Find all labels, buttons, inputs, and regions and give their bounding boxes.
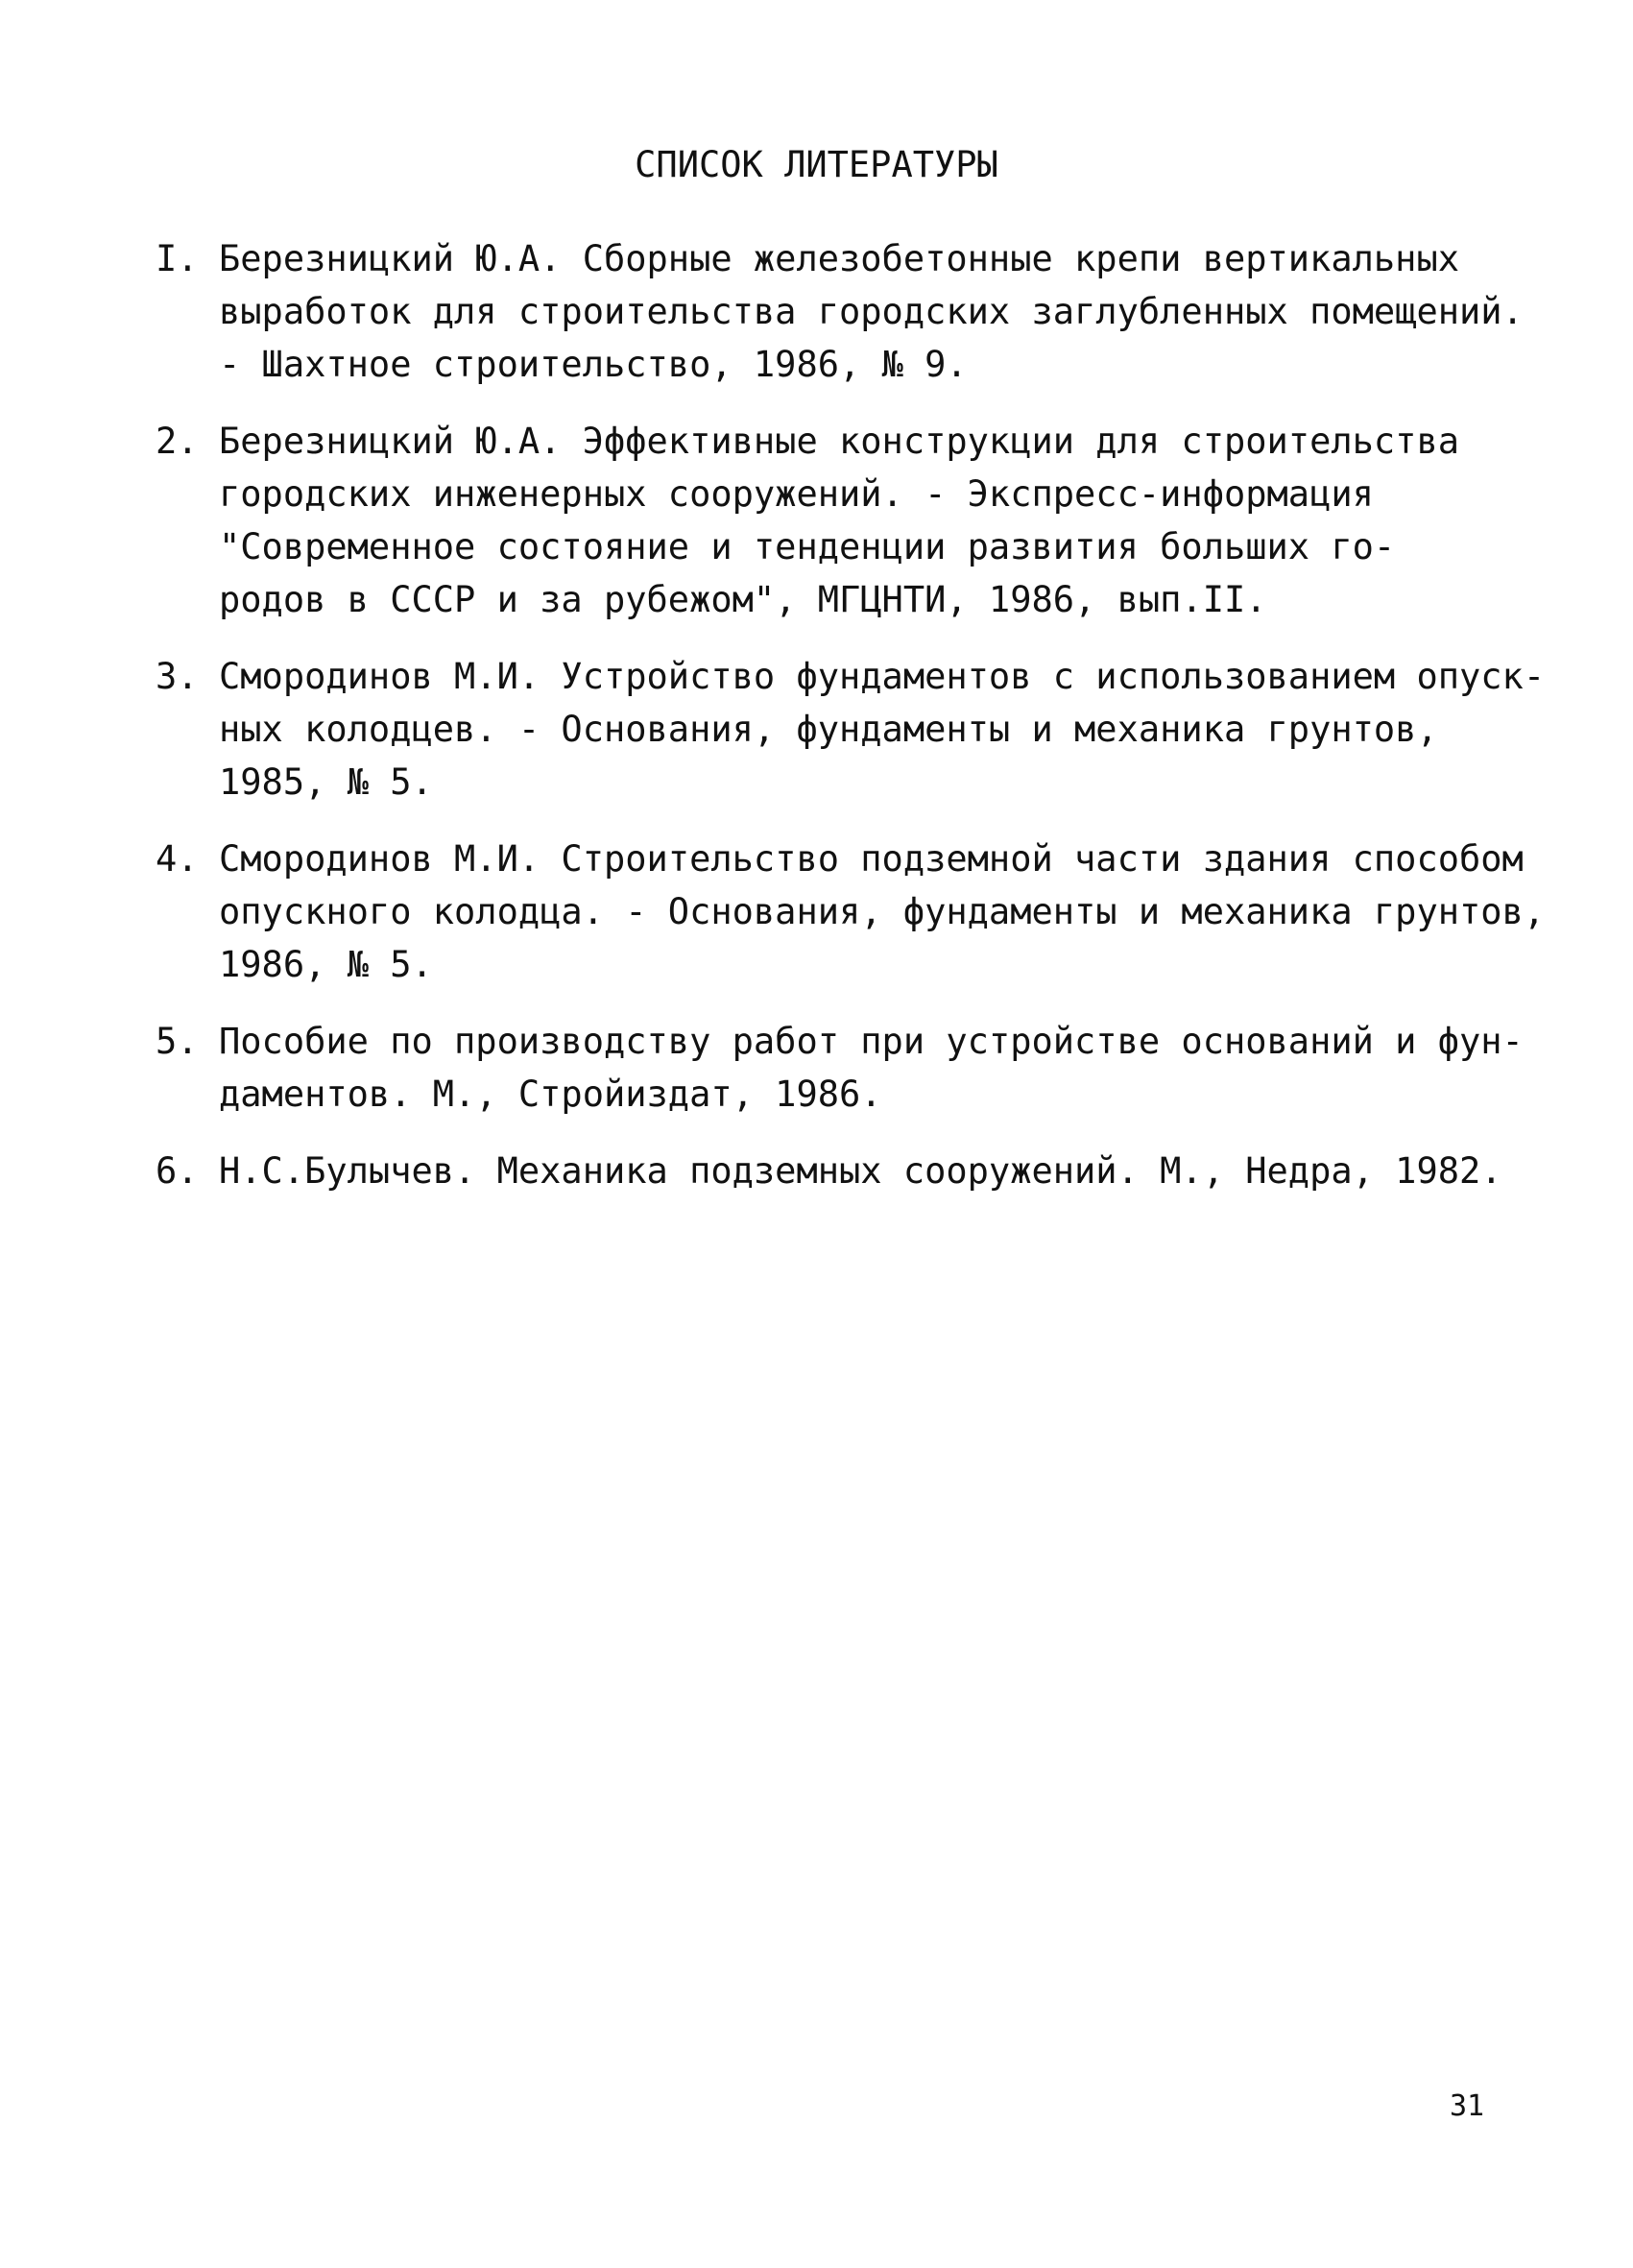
reference-line: родов в СССР и за рубежом", МГЦНТИ, 1986, вып.II. (219, 579, 1267, 620)
reference-text (219, 232, 1524, 391)
reference-text (219, 415, 1500, 626)
reference-item (156, 832, 1546, 991)
reference-line: "Современное состояние и тенденции развития больших го- (219, 526, 1396, 567)
reference-list (156, 232, 1546, 1221)
reference-number: I. (156, 238, 199, 279)
reference-item (156, 1015, 1524, 1121)
page-number: 31 (1450, 2089, 1485, 2123)
reference-line: даментов. М., Стройиздат, 1986. (219, 1074, 882, 1115)
reference-line: Н.С.Булычев. Механика подземных сооружений. М., Недра, 1982. (219, 1150, 1502, 1192)
reference-text (219, 832, 1545, 991)
reference-number: 6. (156, 1150, 199, 1192)
reference-item (156, 650, 1546, 808)
reference-item (156, 415, 1500, 626)
reference-text (219, 1145, 1502, 1197)
reference-line: выработок для строительства городских заглубленных помещений. (219, 291, 1524, 332)
reference-text (219, 1015, 1524, 1121)
reference-line: Пособие по производству работ при устройстве оснований и фун- (219, 1021, 1524, 1062)
reference-line: Смородинов М.И. Строительство подземной части здания способом (219, 838, 1524, 880)
reference-line: - Шахтное строительство, 1986, № 9. (219, 344, 968, 385)
reference-line: Смородинов М.И. Устройство фундаментов с использованием опуск- (219, 656, 1546, 697)
reference-line: 1985, № 5. (219, 761, 433, 803)
page-title: СПИСОК ЛИТЕРАТУРЫ (635, 144, 998, 185)
reference-line: городских инженерных сооружений. - Экспресс-информация (219, 473, 1374, 515)
reference-line: опускного колодца. - Основания, фундаменты и механика грунтов, (219, 891, 1546, 932)
reference-line: Березницкий Ю.А. Сборные железобетонные крепи вертикальных (219, 238, 1460, 279)
reference-number: 4. (156, 838, 199, 880)
reference-number: 5. (156, 1021, 199, 1062)
reference-text (219, 650, 1545, 808)
reference-number: 3. (156, 656, 199, 697)
reference-item (156, 232, 1524, 391)
reference-line: 1986, № 5. (219, 944, 433, 985)
reference-number: 2. (156, 421, 199, 462)
reference-line: Березницкий Ю.А. Эффективные конструкции для строительства (219, 421, 1460, 462)
reference-line: ных колодцев. - Основания, фундаменты и механика грунтов, (219, 709, 1438, 750)
reference-item (156, 1145, 1500, 1197)
